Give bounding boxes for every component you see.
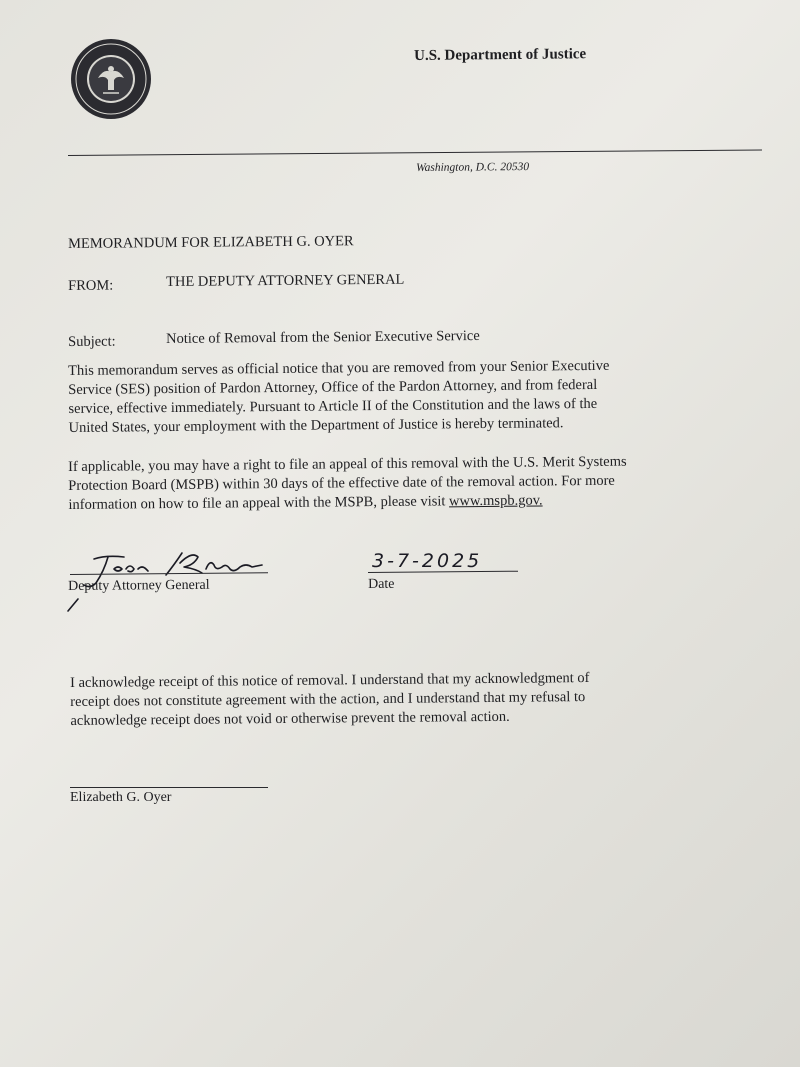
date-label: Date [368, 576, 395, 592]
memo-recipient-line: MEMORANDUM FOR ELIZABETH G. OYER [68, 233, 354, 252]
paragraph-line: I acknowledge receipt of this notice of removal. I understand that my acknowledgment of [70, 670, 590, 691]
appeal-paragraph [68, 452, 739, 515]
paragraph-line: acknowledge receipt does not void or otherwise prevent the removal action. [70, 708, 510, 729]
paragraph-line: service, effective immediately. Pursuant to Article II of the Constitution and the laws of the [68, 395, 598, 417]
acknowledgment-signature-line [70, 787, 268, 788]
subject-label: Subject: [68, 333, 116, 350]
paragraph-line: Protection Board (MSPB) within 30 days of the effective date of the removal action. For more [68, 472, 615, 494]
header-divider [68, 150, 762, 156]
from-value: THE DEPUTY ATTORNEY GENERAL [166, 271, 405, 290]
acknowledgment-paragraph [70, 668, 711, 731]
paragraph-line: United States, your employment with the Department of Justice is hereby terminated. [68, 415, 564, 436]
paragraph-line: Service (SES) position of Pardon Attorney, Office of the Pardon Attorney, and from federal [68, 376, 598, 398]
department-title: U.S. Department of Justice [414, 46, 587, 64]
subject-value: Notice of Removal from the Senior Executive Service [166, 327, 480, 347]
mspb-link[interactable]: www.mspb.gov. [448, 492, 543, 510]
paragraph-line: This memorandum serves as official notice that you are removed from your Senior Executive [68, 357, 610, 379]
from-label: FROM: [68, 277, 114, 294]
handwritten-date-text: 3-7-2025 [372, 550, 483, 572]
acknowledgment-name: Elizabeth G. Oyer [70, 790, 172, 805]
signer-title: Deputy Attorney General [68, 577, 210, 594]
doj-seal-icon [70, 38, 152, 120]
paragraph-line: receipt does not constitute agreement with the action, and I understand that my refusal to [70, 689, 586, 710]
city-address: Washington, D.C. 20530 [416, 161, 530, 174]
paragraph-line: If applicable, you may have a right to file an appeal of this removal with the U.S. Merit Systems [68, 453, 627, 475]
paragraph-line-text: information on how to file an appeal with the MSPB, please visit [68, 493, 450, 513]
removal-notice-paragraph [68, 356, 729, 438]
